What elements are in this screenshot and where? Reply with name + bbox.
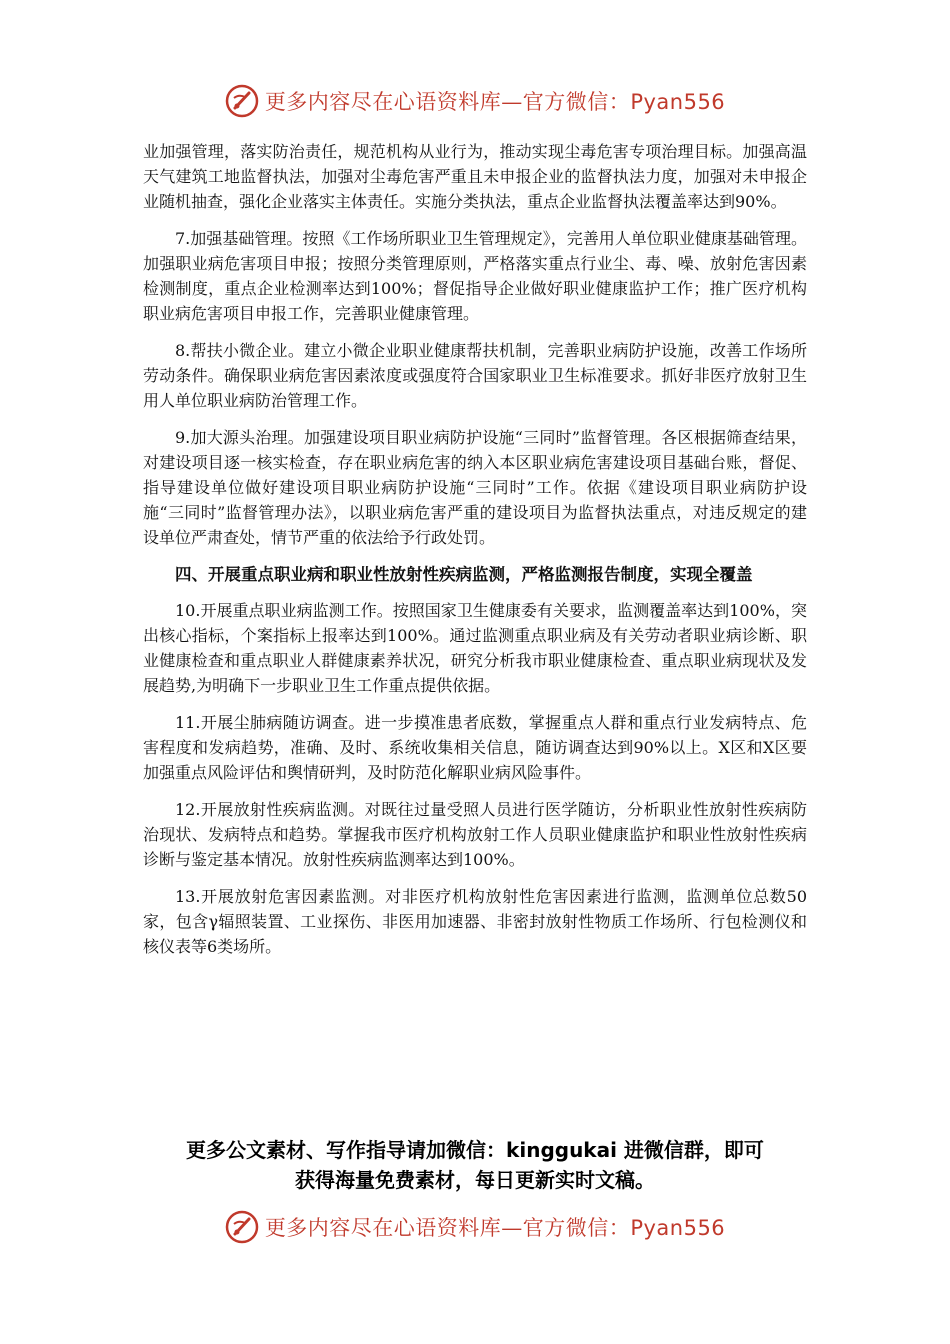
document-body	[143, 139, 807, 971]
paragraph-continued: 业加强管理，落实防治责任，规范机构从业行为，推动实现尘毒危害专项治理目标。加强高温天气建筑工地监督执法，加强对尘毒危害严重且未申报企业的监督执法力度，加强对未申报企业随机抽查，强化企业落实主体责任。实施分类执法，重点企业监督执法覆盖率达到90%。	[143, 142, 807, 211]
paragraph-item-12: 12.开展放射性疾病监测。对既往过量受照人员进行医学随访，分析职业性放射性疾病防治现状、发病特点和趋势。掌握我市医疗机构放射工作人员职业健康监护和职业性放射性疾病诊断与鉴定基本情况。放射性疾病监测率达到100%。	[143, 800, 807, 869]
header-banner	[0, 84, 950, 118]
paragraph-item-11: 11.开展尘肺病随访调查。进一步摸准患者底数，掌握重点人群和重点行业发病特点、危害程度和发病趋势，准确、及时、系统收集相关信息，随访调查达到90%以上。X区和X区要加强重点风险评估和舆情研判，及时防范化解职业病风险事件。	[143, 713, 807, 782]
section-heading: 四、开展重点职业病和职业性放射性疾病监测，严格监测报告制度，实现全覆盖	[175, 565, 753, 584]
promo-line-1: 更多公文素材、写作指导请加微信：kinggukai 进微信群，即可	[186, 1138, 764, 1162]
paragraph-item-8: 8.帮扶小微企业。建立小微企业职业健康帮扶机制，完善职业病防护设施，改善工作场所劳动条件。确保职业病危害因素浓度或强度符合国家职业卫生标准要求。抓好非医疗放射卫生用人单位职业病防治管理工作。	[143, 341, 807, 410]
paragraph-item-13: 13.开展放射危害因素监测。对非医疗机构放射性危害因素进行监测，监测单位总数50家，包含γ辐照装置、工业探伤、非医用加速器、非密封放射性物质工作场所、行包检测仪和核仪表等6类场所。	[143, 887, 807, 956]
paragraph-item-9: 9.加大源头治理。加强建设项目职业病防护设施“三同时”监督管理。各区根据筛查结果，对建设项目逐一核实检查，存在职业病危害的纳入本区职业病危害建设项目基础台账，督促、指导建设单位做好建设项目职业病防护设施“三同时”工作。依据《建设项目职业病防护设施“三同时”监督管理办法》，以职业病危害严重的建设项目为监督执法重点，对违反规定的建设单位严肃查处，情节严重的依法给予行政处罚。	[143, 428, 807, 547]
logo-icon	[225, 84, 259, 118]
header-banner-text: 更多内容尽在心语资料库—官方微信：Pyan556	[264, 90, 726, 114]
footer-banner	[0, 1210, 950, 1244]
footer-banner-text: 更多内容尽在心语资料库—官方微信：Pyan556	[264, 1216, 726, 1240]
paragraph-item-7: 7.加强基础管理。按照《工作场所职业卫生管理规定》，完善用人单位职业健康基础管理。加强职业病危害项目申报；按照分类管理原则，严格落实重点行业尘、毒、噪、放射危害因素检测制度，重点企业检测率达到100%；督促指导企业做好职业健康监护工作；推广医疗机构职业病危害项目申报工作，完善职业健康管理。	[143, 229, 807, 323]
logo-icon	[225, 1210, 259, 1244]
promo-text	[100, 1135, 850, 1195]
paragraph-item-10: 10.开展重点职业病监测工作。按照国家卫生健康委有关要求，监测覆盖率达到100%，突出核心指标，个案指标上报率达到100%。通过监测重点职业病及有关劳动者职业病诊断、职业健康检查和重点职业人群健康素养状况，研究分析我市职业健康检查、重点职业病现状及发展趋势,为明确下一步职业卫生工作重点提供依据。	[143, 601, 807, 695]
promo-line-2: 获得海量免费素材，每日更新实时文稿。	[295, 1168, 655, 1192]
